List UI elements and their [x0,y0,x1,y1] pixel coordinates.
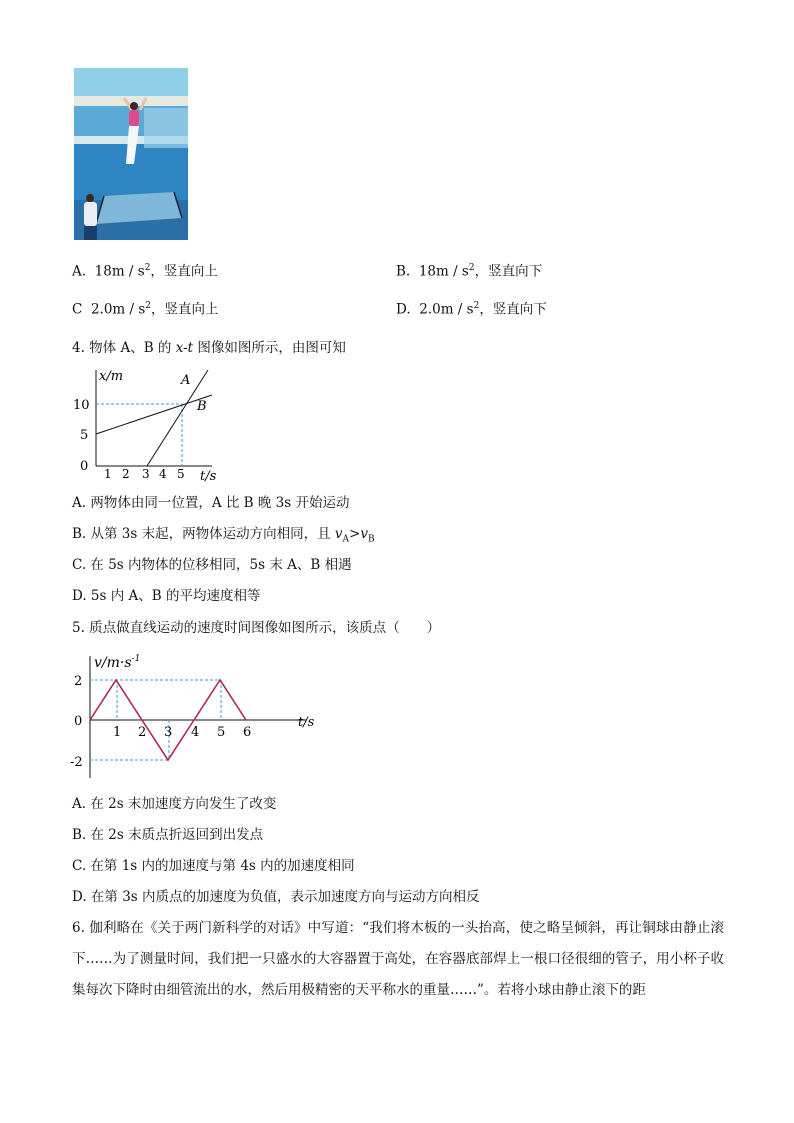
q4-xtick-4: 4 [159,467,167,481]
q3-option-d: D. $2.0m / s^2$，竖直向下 [396,301,547,318]
q5-x-label: t/s [298,715,315,730]
q4-label-b: B [197,399,207,414]
q6-paragraph: 6. 伽利略在《关于两门新科学的对话》中写道：“我们将木板的一头抬高，使之略呈倾斜，再让铜球由静止滚下……为了测量时间，我们把一只盛水的大容器置于高处，在容器底部焊上一根口径很细的管子，用小杯子收集每次下降时由细管流出的水，然后用极精密的天平称水的重量……”。若将小球由静止滚下的距 [72,920,724,998]
q5-xtick-1: 1 [113,725,122,740]
q5-option-c: C. 在第 1s 内的加速度与第 4s 内的加速度相同 [72,858,355,874]
q4-ytick-10: 10 [73,398,90,413]
q4-ytick-0: 0 [80,459,89,474]
q5-xtick-5: 5 [217,725,226,740]
trampoline-photo [74,68,188,240]
q5-xtick-6: 6 [243,725,252,740]
q4-xtick-5: 5 [177,467,185,481]
q5-xtick-3: 3 [164,725,173,740]
trampoline-photo-art [74,68,188,240]
q3-option-c: C $2.0m / s^2$，竖直向上 [72,301,219,318]
q4-x-label: t/s [200,469,217,484]
q4-line-a [147,370,208,466]
q4-option-b: B. 从第 3s 末起，两物体运动方向相同，且 $v_A>v_B$ [72,526,375,545]
q5-ytick-2: 2 [74,674,83,689]
q4-xtick-3: 3 [142,467,150,481]
q5-y-label: $v/m\cdot s^{-1}$ [94,654,141,671]
q3-option-a: A. $18m / s^2$，竖直向上 [72,263,218,280]
q4-option-c: C. 在 5s 内物体的位移相同，5s 末 A、B 相遇 [72,557,352,573]
q5-option-d: D. 在第 3s 内质点的加速度为负值，表示加速度方向与运动方向相反 [72,889,480,905]
q4-xt-graph [70,366,230,484]
q5-vt-graph [70,648,330,780]
q4-y-label: x/m [99,369,124,384]
q5-option-b: B. 在 2s 末质点折返回到出发点 [72,827,264,843]
q4-line-b [96,395,212,434]
q4-ytick-5: 5 [80,428,89,443]
q4-xtick-1: 1 [104,467,112,481]
q4-stem: 4. 物体 A、B 的 x-t 图像如图所示，由图可知 [72,340,346,356]
q5-xtick-4: 4 [191,725,200,740]
q5-stem: 5. 质点做直线运动的速度时间图像如图所示，该质点（ ） [72,620,441,636]
q5-xtick-2: 2 [138,725,147,740]
q4-xtick-2: 2 [122,467,130,481]
q5-ytick-neg2: -2 [70,755,83,770]
q4-label-a: A [181,373,191,388]
q4-option-d: D. 5s 内 A、B 的平均速度相等 [72,588,261,604]
q5-option-a: A. 在 2s 末加速度方向发生了改变 [72,796,277,812]
q4-option-a: A. 两物体由同一位置，A 比 B 晚 3s 开始运动 [72,495,350,511]
q3-option-b: B. $18m / s^2$，竖直向下 [396,263,543,280]
q5-ytick-0: 0 [74,714,83,729]
